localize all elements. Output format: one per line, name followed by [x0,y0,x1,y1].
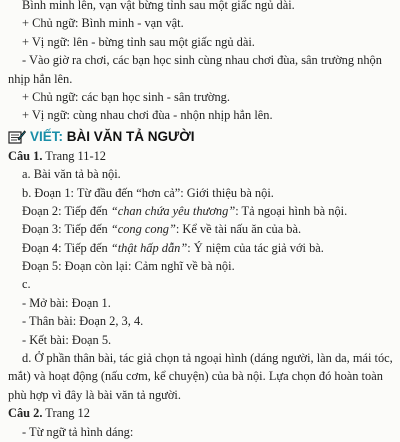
text-line: + Chủ ngữ: các bạn học sinh - sân trường. [22,89,230,104]
text-line: a. Bài văn tả bà nội. [22,167,121,182]
question-page: Trang 12 [42,406,90,421]
quote-span: “cong cong” [110,222,176,237]
text-line: mắt) và hoạt động (nấu cơm, kể chuyện) của bà nội. Lựa chọn đó hoàn toàn [8,369,383,384]
text-line: b. Đoạn 1: Từ đầu đến “hơn cả”: Giới thiệu bà nội. [22,185,274,200]
quote-span: “chan chứa yêu thương” [110,203,236,218]
text-span: Đoạn 3: Tiếp đến [22,222,111,237]
question-page: Trang 11-12 [42,148,107,163]
text-line [8,240,394,258]
text-line: Đoạn 5: Đoạn còn lại: Cảm nghĩ về bà nội. [22,259,235,274]
text-line: - Thân bài: Đoạn 2, 3, 4. [22,314,144,329]
pencil-notebook-icon [8,129,26,144]
text-line: + Vị ngữ: lên - bừng tỉnh sau một giấc ngủ dài. [22,34,255,49]
question-label: Câu 1. [8,148,43,163]
text-line: nhịp hẳn lên. [8,71,73,86]
text-span: : Ý niệm của tác giả với bà. [187,240,324,255]
quote-span: “thật hấp dẫn” [110,240,188,255]
text-line: phù hợp vì đây là bài văn tả người. [8,387,181,402]
text-line: - Vào giờ ra chơi, các bạn học sinh cùng nhau chơi đùa, sân trường nhộn [22,53,382,68]
text-line: d. Ở phần thân bài, tác giả chọn tả ngoại hình (dáng người, làn da, mái tóc, [22,351,393,366]
text-line [8,221,394,239]
text-line: + Chủ ngữ: Bình minh - vạn vật. [22,16,184,31]
text-span: Đoạn 2: Tiếp đến [22,203,111,218]
question-label: Câu 2. [8,406,43,421]
text-span: : Kể về tài nấu ăn của bà. [175,222,302,237]
text-line [8,203,394,221]
text-line: - Từ ngữ tả hình dáng: [22,424,134,439]
text-span: Đoạn 4: Tiếp đến [22,240,111,255]
text-line: + Vị ngữ: cùng nhau chơi đùa - nhộn nhịp hẳn lên. [22,108,273,123]
section-title-rest: BÀI VĂN TẢ NGƯỜI [63,128,195,144]
text-line: Bình minh lên, vạn vật bừng tỉnh sau một giấc ngủ dài. [22,0,295,12]
text-line: - Mở bài: Đoạn 1. [22,295,111,310]
question-heading [8,148,394,166]
text-line: - Kết bài: Đoạn 5. [22,332,112,347]
document-page [8,0,394,442]
text-line: c. [22,277,31,292]
section-heading [8,126,394,148]
section-title [30,128,194,146]
text-span: : Tả ngoại hình bà nội. [235,203,348,218]
question-heading [8,405,394,423]
section-title-bold: VIẾT: [30,128,64,144]
